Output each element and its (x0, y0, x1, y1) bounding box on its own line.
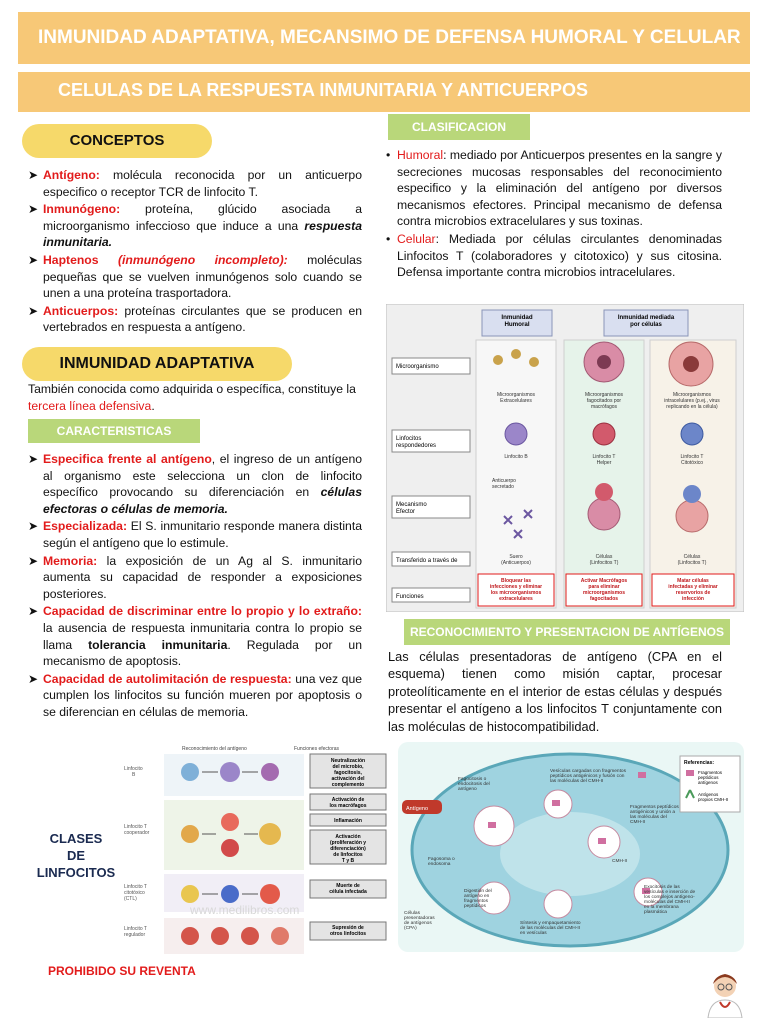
lymphocyte-classes-figure (120, 742, 390, 962)
row-label-linfocitos: Linfocitos respondedores (396, 436, 437, 449)
row-linfocito-ctl: Linfocito T citotóxico (CTL) (124, 884, 147, 902)
immunity-classification-figure (386, 304, 744, 612)
col-reconocimiento: Reconocimiento del antígeno (182, 746, 247, 752)
cpa-step-3: Síntesis y empaquetamiento de las moléculas del CMH-II en vesículas (520, 921, 581, 936)
clasificacion-heading: CLASIFICACION (388, 114, 530, 140)
micro-extracelular-label: Microorganismos Extracelulares (496, 392, 536, 404)
cpa-step-6: Exocitosis de las vesículas e inserción de los complejos antígeno-moléculas del CMH-II en la membrana plasmática (644, 885, 696, 915)
caracteristica-especializada: ➤ Especializada: El S. inmunitario responde manera distinta según el antígeno que lo estimule. (28, 519, 362, 550)
clasificacion-list (386, 147, 722, 282)
concept-haptenos: ➤ Haptenos (inmunógeno incompleto): moléculas pequeñas que se vuelven inmunógenos solo cuando se unen a una proteína trasportadora. (28, 252, 362, 301)
concept-antigeno: ➤ Antígeno: molécula reconocida por un anticuerpo especifico o receptor TCR de linfocito T. (28, 168, 362, 199)
doctor-avatar-icon (702, 968, 748, 1018)
antigeno-label: Antígeno (406, 806, 429, 812)
prohibido-notice: PROHIBIDO SU REVENTA (48, 964, 196, 978)
main-title-banner (18, 12, 750, 64)
funcion-activacion-linfocitos: Activación (proliferación y diferenciación) de linfocitos T y B (329, 834, 367, 864)
watermark: www.medilibros.com (190, 903, 300, 917)
cpa-legend (680, 756, 740, 812)
cpa-step-5: Fragmentos peptídicos antigénicos y unión a las moléculas del CMH-II (630, 805, 679, 825)
micro-fagocitados-label: Microorganismos fagocitados por macrófagos (584, 392, 624, 410)
caracteristica-autolimitacion: ➤ Capacidad de autolimitación de respuesta: una vez que cumplen los linfocitos su función mueren por apoptosis o se diferencian en células de memoria. (28, 671, 363, 719)
linfocito-tc-label: Linfocito T Citotóxico (680, 454, 704, 466)
row-label-funciones: Funciones (396, 594, 424, 600)
tercera-linea-highlight: tercera línea defensiva (28, 398, 152, 413)
legend-cmh: Antígenos propios CMH-II (698, 792, 729, 802)
funcion-activacion-macrofagos: Activación de los macrófagos (329, 797, 367, 809)
inmunidad-heading: INMUNIDAD ADAPTATIVA (22, 347, 292, 381)
cpa-fagosoma: Fagosoma o endosoma (428, 857, 455, 867)
funcion-tc: Matar células infectadas y eliminar reservorios de infección (668, 578, 718, 602)
caracteristicas-heading: CARACTERISTICAS (28, 419, 200, 443)
row-linfocito-b: Linfocito B (124, 766, 143, 778)
row-linfocito-t-regulador: Linfocito T regulador (124, 926, 147, 938)
concept-inmunogeno: ➤ Inmunógeno: proteína, glúcido asociada a microorganismo infeccioso que induce a una respuesta inmunitaria. (28, 202, 362, 250)
subtitle: CELULAS DE LA RESPUESTA INMUNITARIA Y ANTICUERPOS (58, 80, 589, 100)
caracteristica-discriminar: ➤ Capacidad de discriminar entre lo propio y lo extraño: la ausencia de respuesta inmunitaria contra lo propio se llama tolerancia inmunitaria. Regulada por un mecanismo de apoptosis. (28, 604, 362, 669)
col-humoral-label: Inmunidad Humoral (501, 314, 533, 328)
funcion-supresion: Supresión de otros linfocitos (329, 925, 367, 937)
linfocito-b-label: Linfocito B (504, 454, 528, 460)
micro-intracelular-label: Microorganismos intracelulares (p.ej., virus replicando en la célula) (664, 392, 720, 410)
row-linfocito-t-cooperador: Linfocito T cooperador (124, 824, 150, 836)
legend-peptidos: Fragmentos peptídicos antígenos (698, 770, 723, 785)
reconocimiento-text: Las células presentadoras de antígeno (CPA en el esquema) tienen como misión captar, procesar proteolíticamente en el interior de estas células y después presentar el antígeno a los linfocitos T conjuntamente con las moléculas de histocompatibilidad. (388, 649, 722, 734)
conceptos-list (28, 167, 362, 337)
funcion-muerte-celula: Muerte de célula infectada (329, 883, 367, 895)
main-title: INMUNIDAD ADAPTATIVA, MECANSIMO DE DEFENSA HUMORAL Y CELULAR (38, 27, 741, 48)
funcion-humoral: Bloquear las infecciones y eliminar los microorganismos extracelulares (489, 578, 543, 602)
clasificacion-celular: • Celular: Mediada por células circulantes denominadas Linfocitos T (colaboradores y citotoxico) y sus citosina. Defensa importante contra microbios intracelulares. (386, 231, 722, 280)
col-celular-label: Inmunidad mediada por células (617, 315, 675, 328)
caracteristicas-list (28, 451, 362, 722)
cpa-step-2: Digestión del antígeno en fragmentos peptídicos (464, 889, 492, 909)
funcion-inflamacion: Inflamación (334, 818, 362, 824)
anticuerpo-secretado-label: Anticuerpo secretado (492, 478, 516, 490)
legend-title: Referencias: (684, 760, 715, 766)
reconocimiento-heading: RECONOCIMIENTO Y PRESENTACION DE ANTÍGENOS (404, 619, 730, 645)
caracteristica-memoria: ➤ Memoria: la exposición de un Ag al S. inmunitario aumenta su capacidad de responder a exposiciones posteriores. (28, 553, 362, 601)
antigen-presentation-figure (398, 742, 744, 952)
funcion-th: Activar Macrófagos para eliminar microorganismos fagocitados (580, 578, 628, 602)
clasificacion-humoral: • Humoral: mediado por Anticuerpos presentes en la sangre y secreciones mucosas responsables del reconocimiento especifico y la eliminación del antígeno por diversos mecanismos efectores. Principal mecanismo de defensa contra microbios extracelulares y sus toxinas. (386, 148, 722, 229)
subtitle-banner (18, 72, 750, 112)
concept-anticuerpos: ➤ Anticuerpos: proteínas circulantes que se producen en vertebrados en respuesta a antígeno. (28, 303, 362, 335)
row-label-transferido: Transferido a través de (396, 558, 458, 564)
conceptos-heading: CONCEPTOS (22, 124, 212, 158)
transfer-humoral: Suero (Anticuerpos) (501, 554, 531, 566)
inmunidad-description: También conocida como adquirida o específica, constituye la tercera línea defensiva. (28, 382, 356, 413)
transfer-th: Células (Linfocitos T) (589, 554, 619, 566)
transfer-tc: Células (Linfocitos T) (677, 554, 707, 566)
cpa-step-4: Vesículas cargadas con fragmentos peptídicos antigénicos y fusión con las moléculas del CMH-II (550, 769, 626, 784)
caracteristica-especifica: ➤ Especifica frente al antígeno, el ingreso de un antígeno al organismo este selecciona un clon de linfocito específico provocando su diferenciación en células efectoras o células de memoria. (28, 452, 363, 516)
row-label-mecanismo: Mecanismo Efector (396, 502, 427, 515)
row-label-microorganismo: Microorganismo (396, 364, 439, 370)
clases-linfocitos-label: CLASES DE LINFOCITOS (36, 831, 116, 880)
funcion-neutralizacion: Neutralización del microbio, fagocitosis, activación del complemento (330, 758, 366, 788)
cpa-step-1: Fagocitosis o endocitosis del antígeno (458, 777, 490, 792)
linfocito-th-label: Linfocito T Helper (592, 454, 616, 466)
col-funciones: Funciones efectoras (294, 746, 340, 752)
cpa-label: Células presentadoras de antígenos (CPA) (404, 911, 435, 931)
cmh-label: CMH-II (612, 859, 628, 864)
